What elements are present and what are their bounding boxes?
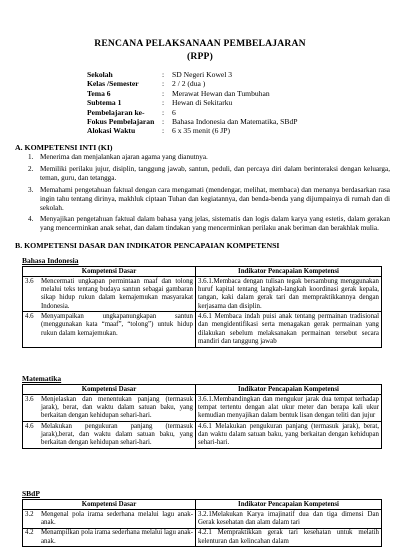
column-header-indikator: Indikator Pencapaian Kompetensi [196, 500, 382, 510]
identity-colon: : [162, 107, 165, 117]
kd-cell [23, 422, 196, 449]
identity-row [87, 89, 297, 98]
identity-colon: : [162, 70, 165, 79]
kd-text: Mencermati ungkapan permintaan maaf dan tolong melalui teks tentang budaya santun sebagai gambaran sikap hidup rukun dalam kemajemukan masyarakat Indonesia. [41, 277, 193, 310]
kompetensi-inti-list [28, 153, 390, 236]
identity-value: Hewan di Sekitarku [172, 98, 233, 108]
column-header-indikator: Indikator Pencapaian Kompetensi [196, 267, 382, 277]
identity-table [87, 70, 297, 136]
identity-row [87, 70, 297, 79]
kd-number: 3.6 [25, 395, 34, 403]
table-row [23, 277, 382, 312]
item-number: 1. [28, 153, 34, 161]
identity-row [87, 126, 297, 135]
list-item [28, 153, 390, 162]
table-row [23, 528, 382, 547]
column-header-kd: Kompetensi Dasar [23, 500, 196, 510]
kd-text: Menjelaskan dan menentukan panjang (termasuk jarak), berat, dan waktu dalam satuan baku, yang berkaitan dengan kehidupan sehari-hari. [41, 395, 193, 420]
kd-text: Melakukan pengukuran panjang (termasuk jarak),berat, dan waktu dalam satuan baku, yang berkaitan dengan kehidupan sehari-hari. [41, 422, 193, 447]
identity-value: 6 [172, 107, 176, 117]
identity-colon: : [162, 126, 165, 136]
table-sbdp [22, 499, 382, 547]
identity-colon: : [162, 117, 165, 127]
table-row [23, 312, 382, 347]
kd-number: 4.2 [25, 529, 34, 537]
kd-cell [23, 510, 196, 529]
identity-row [87, 79, 297, 88]
item-number: 2. [28, 164, 34, 173]
kd-cell [23, 312, 196, 347]
item-number: 4. [28, 215, 34, 224]
item-text: Menyajikan pengetahuan faktual dalam bahasa yang jelas, sistematis dan logis dalam karya yang estetis, dalam gerakan yang mencerminkan anak sehat, dan dalam tindakan yang mencerminkan perilaku anak beriman dan berakhlak mulia. [40, 215, 390, 233]
indikator-cell: 4.2.1 Mempraktikkan gerak tari kesehatan untuk melatih kelenturan dan kelincahan dalam [196, 528, 382, 547]
identity-value: 6 x 35 menit (6 JP) [172, 126, 231, 136]
indikator-cell: 4.6.1 Membaca indah puisi anak tentang permainan tradisional dan mengidentifikasi serta menagakan gerak permainan yang dilakukan sebelum melaksanakan permainan tersebut secara mandiri dan tanggung jawab [196, 312, 382, 347]
identity-value: Bahasa Indonesia dan Matematika, SBdP [172, 117, 298, 127]
identity-colon: : [162, 79, 165, 89]
table-header-row [23, 267, 382, 277]
kd-text: Menyampaikan ungkapanungkapan santun (menggunakan kata “maaf”, “tolong”) untuk hidup rukun dalam kemajemukan. [41, 312, 193, 337]
column-header-kd: Kompetensi Dasar [23, 385, 196, 395]
indikator-cell: 3.2.1Melakukan Karya imajinatif dua dan tiga dimensi Dan Gerak kesehatan dan alam dalam tari [196, 510, 382, 529]
identity-value: 2 / 2 (dua ) [172, 79, 206, 89]
list-item [28, 186, 390, 213]
kd-cell [23, 277, 196, 312]
identity-value: SD Negeri Kowel 3 [172, 70, 233, 79]
table-row [23, 510, 382, 529]
item-text: Memiliki perilaku jujur, disiplin, tanggung jawab, santun, peduli, dan percaya diri dalam berinteraksi dengan keluarga, teman, guru, dan tetangga. [40, 164, 390, 182]
kd-number: 3.2 [25, 510, 34, 518]
kd-text: Mengenal pola irama sederhana melalui lagu anak-anak. [41, 510, 193, 527]
table-header-row [23, 385, 382, 395]
kd-number: 4.6 [25, 422, 34, 430]
table-row [23, 422, 382, 449]
identity-label: Fokus Pembelajaran [87, 117, 155, 127]
identity-label: Subtema 1 [87, 98, 122, 108]
document-title: RENCANA PELAKSANAAN PEMBELAJARAN [94, 38, 306, 49]
kd-cell [23, 528, 196, 547]
identity-row [87, 108, 297, 117]
identity-label: Pembelajaran ke- [87, 107, 145, 117]
column-header-indikator: Indikator Pencapaian Kompetensi [196, 385, 382, 395]
identity-colon: : [162, 88, 165, 98]
table-bahasa-indonesia [22, 266, 382, 348]
identity-label: Sekolah [87, 70, 113, 79]
identity-label: Tema 6 [87, 88, 111, 98]
table-header-row [23, 500, 382, 510]
subject-title-matematika: Matematika [22, 374, 62, 383]
indikator-cell: 4.6.1 Melakukan pengukuran panjang (termasuk jarak), berat, dan waktu dalam satuan baku, yang berkaitan dengan kehidupan sehari-hari. [196, 422, 382, 449]
subject-title-sbdp: SBdP [22, 489, 40, 498]
identity-label: Kelas /Semester [87, 79, 139, 89]
identity-label: Alokasi Waktu [87, 126, 136, 136]
indikator-cell: 3.6.1.Membandingkan dan mengukur jarak dua tempat terhadap tempat tertentu dengan alat ukur meter dan berapa kali ukur kemudian menyajikan dalam bentuk lisan dengan teliti dan jujur [196, 395, 382, 422]
kd-cell [23, 395, 196, 422]
identity-row [87, 117, 297, 126]
kd-text: Menampilkan pola irama sederhana melalui lagu anak-anak. [41, 529, 193, 545]
kd-number: 3.6 [25, 277, 34, 285]
subject-title-bahasa: Bahasa Indonesia [22, 256, 79, 265]
document-subtitle: (RPP) [186, 51, 214, 62]
list-item [28, 215, 390, 233]
column-header-kd: Kompetensi Dasar [23, 267, 196, 277]
section-b-heading: B. KOMPETENSI DASAR DAN INDIKATOR PENCAPAIAN KOMPETENSI [15, 241, 280, 250]
identity-row [87, 98, 297, 107]
section-a-heading: A. KOMPETENSI INTI (KI) [15, 143, 113, 152]
identity-colon: : [162, 98, 165, 108]
identity-value: Merawat Hewan dan Tumbuhan [172, 88, 270, 98]
table-row [23, 395, 382, 422]
list-item [28, 165, 390, 183]
indikator-cell: 3.6.1.Membaca dengan tulisan tegak bersambung menggunakan huruf kapital tentang langkah-langkah koordinasi gerak kepala, tangan, kaki dalam gerak tari dan mempraktikkannya dengan kerjasama dan disiplin. [196, 277, 382, 312]
kd-number: 4.6 [25, 312, 34, 320]
item-number: 3. [28, 185, 34, 194]
table-matematika [22, 384, 382, 449]
item-text: Menerima dan menjalankan ajaran agama yang dianutnya. [40, 153, 208, 161]
item-text: Memahami pengetahuan faktual dengan cara mengamati (mendengar, melihat, membaca) dan menanya berdasarkan rasa ingin tahu tentang dirinya, makhluk ciptaan Tuhan dan kegiatannya, dan benda-benda yang dijumpainya di rumah dan di sekolah. [40, 185, 390, 212]
